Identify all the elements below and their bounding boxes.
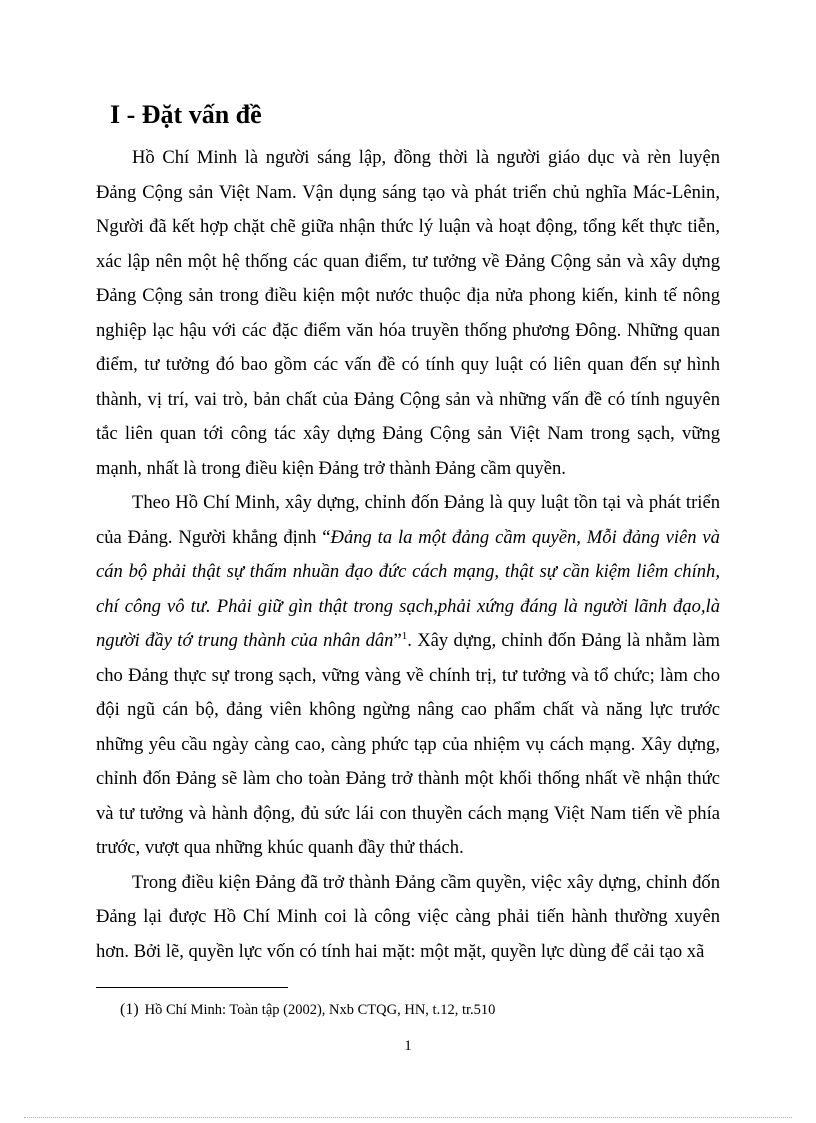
- body-text: [96, 141, 720, 969]
- footnote: [120, 1000, 495, 1020]
- footnote-reference[interactable]: 1: [401, 629, 408, 642]
- paragraph-3: Trong điều kiện Đảng đã trở thành Đảng cầm quyền, việc xây dựng, chỉnh đốn Đảng lại được Hồ Chí Minh coi là công việc càng phải tiến hành thường xuyên hơn. Bởi lẽ, quyền lực vốn có tính hai mặt: một mặt, quyền lực dùng để cải tạo xã: [96, 871, 720, 962]
- section-heading: I - Đặt vấn đề: [110, 100, 262, 129]
- page-bottom-border: [24, 1117, 792, 1118]
- paragraph-2-rest: . Xây dựng, chỉnh đốn Đảng là nhằm làm cho Đảng thực sự trong sạch, vững vàng về chính trị, tư tưởng và tổ chức; làm cho đội ngũ cán bộ, đảng viên không ngừng nâng cao phẩm chất và năng lực trước những yêu cầu ngày càng cao, càng phức tạp của nhiệm vụ cách mạng. Xây dựng, chỉnh đốn Đảng sẽ làm cho toàn Đảng trở thành một khối thống nhất về nhận thức và tư tưởng và hành động, đủ sức lái con thuyền cách mạng Việt Nam tiến về phía trước, vượt qua những khúc quanh đầy thử thách.: [96, 630, 720, 858]
- page-number: 1: [404, 1038, 412, 1054]
- paragraph-2-lead: Theo Hồ Chí Minh, xây dựng, chỉnh đốn Đảng là quy luật tồn tại và phát triển của Đảng. Người khẳng định “: [96, 492, 720, 548]
- footnote-marker: (1): [120, 1001, 139, 1018]
- paragraph-1: Hồ Chí Minh là người sáng lập, đồng thời là người giáo dục và rèn luyện Đảng Cộng sản Việt Nam. Vận dụng sáng tạo và phát triển chủ nghĩa Mác-Lênin, Người đã kết hợp chặt chẽ giữa nhận thức lý luận và hoạt động, tổng kết thực tiễn, xác lập nên một hệ thống các quan điểm, tư tưởng về Đảng Cộng sản và xây dựng Đảng Cộng sản trong điều kiện một nước thuộc địa nửa phong kiến, kinh tế nông nghiệp lạc hậu với các đặc điểm văn hóa truyền thống phương Đông. Những quan điểm, tư tưởng đó bao gồm các vấn đề có tính quy luật có liên quan đến sự hình thành, vị trí, vai trò, bản chất của Đảng Cộng sản và những vấn đề có tính nguyên tắc liên quan tới công tác xây dựng Đảng Cộng sản Việt Nam trong sạch, vững mạnh, nhất là trong điều kiện Đảng trở thành Đảng cầm quyền.: [96, 147, 720, 479]
- paragraph-2: [96, 486, 720, 866]
- paragraph-2-quote: Đảng ta la một đảng cầm quyền, Mỗi đảng viên và cán bộ phải thật sự thấm nhuần đạo đức cách mạng, thật sự cần kiệm liêm chính, chí công vô tư. Phải giữ gìn thật trong sạch,phải xứng đáng là người lãnh đạo,là người đầy tớ trung thành của nhân dân: [96, 526, 720, 651]
- paragraph-2-quote-close: ”: [393, 630, 402, 651]
- footnote-text: Hồ Chí Minh: Toàn tập (2002), Nxb CTQG, HN, t.12, tr.510: [144, 1002, 496, 1018]
- footnote-separator: [96, 987, 288, 988]
